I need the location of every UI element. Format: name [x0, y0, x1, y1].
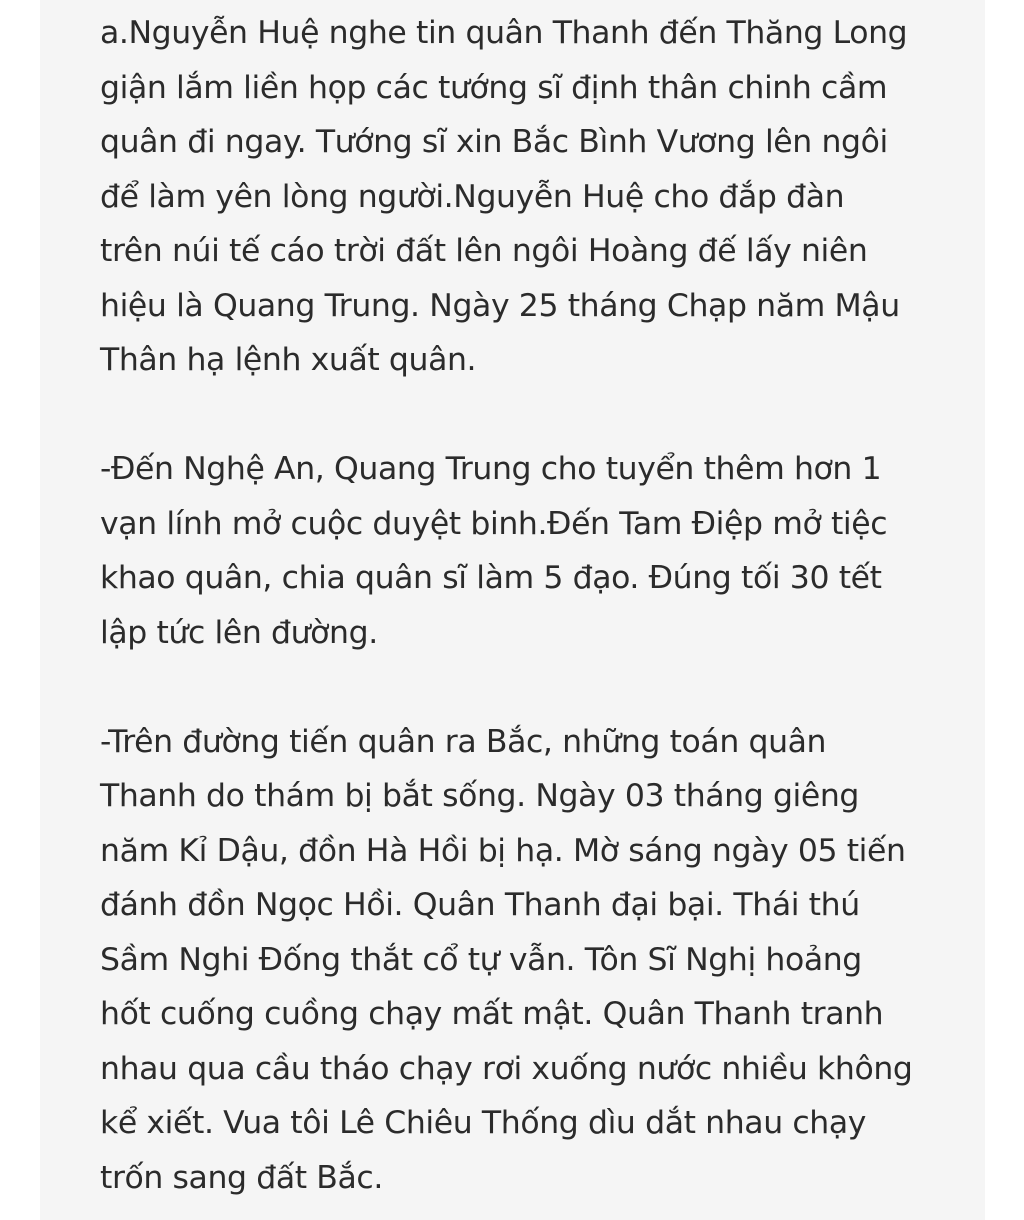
text-line: khao quân, chia quân sĩ làm 5 đạo. Đúng tối 30 tết — [100, 560, 882, 596]
text-line: giận lắm liền họp các tướng sĩ định thân chinh cầm — [100, 69, 888, 106]
text-line: vạn lính mở cuộc duyệt binh.Đến Tam Điệp mở tiệc — [100, 505, 888, 542]
text-line: quân đi ngay. Tướng sĩ xin Bắc Bình Vương lên ngôi — [100, 124, 888, 160]
text-line: trên núi tế cáo trời đất lên ngôi Hoàng đế lấy niên — [100, 233, 868, 269]
text-line: nhau qua cầu tháo chạy rơi xuống nước nhiều không — [100, 1050, 913, 1087]
paragraph-2 — [100, 442, 940, 660]
text-line: kể xiết. Vua tôi Lê Chiêu Thống dìu dắt nhau chạy — [100, 1105, 866, 1141]
article-body — [100, 6, 940, 1205]
text-line: năm Kỉ Dậu, đồn Hà Hồi bị hạ. Mờ sáng ngày 05 tiến — [100, 832, 906, 869]
paragraph-3 — [100, 715, 940, 1206]
text-line: Thân hạ lệnh xuất quân. — [100, 342, 477, 378]
text-line: a.Nguyễn Huệ nghe tin quân Thanh đến Thăng Long — [100, 15, 908, 51]
text-line: lập tức lên đường. — [100, 614, 378, 651]
paragraph-1 — [100, 6, 940, 388]
text-line: -Trên đường tiến quân ra Bắc, những toán quân — [100, 723, 827, 760]
text-line: Sầm Nghi Đống thắt cổ tự vẫn. Tôn Sĩ Nghị hoảng — [100, 941, 862, 978]
text-line: đánh đồn Ngọc Hồi. Quân Thanh đại bại. Thái thú — [100, 887, 860, 923]
text-line: trốn sang đất Bắc. — [100, 1159, 383, 1196]
text-line: Thanh do thám bị bắt sống. Ngày 03 tháng giêng — [100, 778, 860, 814]
text-line: hốt cuống cuồng chạy mất mật. Quân Thanh tranh — [100, 996, 884, 1032]
text-line: -Đến Nghệ An, Quang Trung cho tuyển thêm hơn 1 — [100, 451, 882, 487]
text-line: hiệu là Quang Trung. Ngày 25 tháng Chạp năm Mậu — [100, 287, 900, 324]
paragraph-spacer — [100, 388, 940, 443]
paragraph-spacer — [100, 660, 940, 715]
text-line: để làm yên lòng người.Nguyễn Huệ cho đắp đàn — [100, 178, 845, 215]
